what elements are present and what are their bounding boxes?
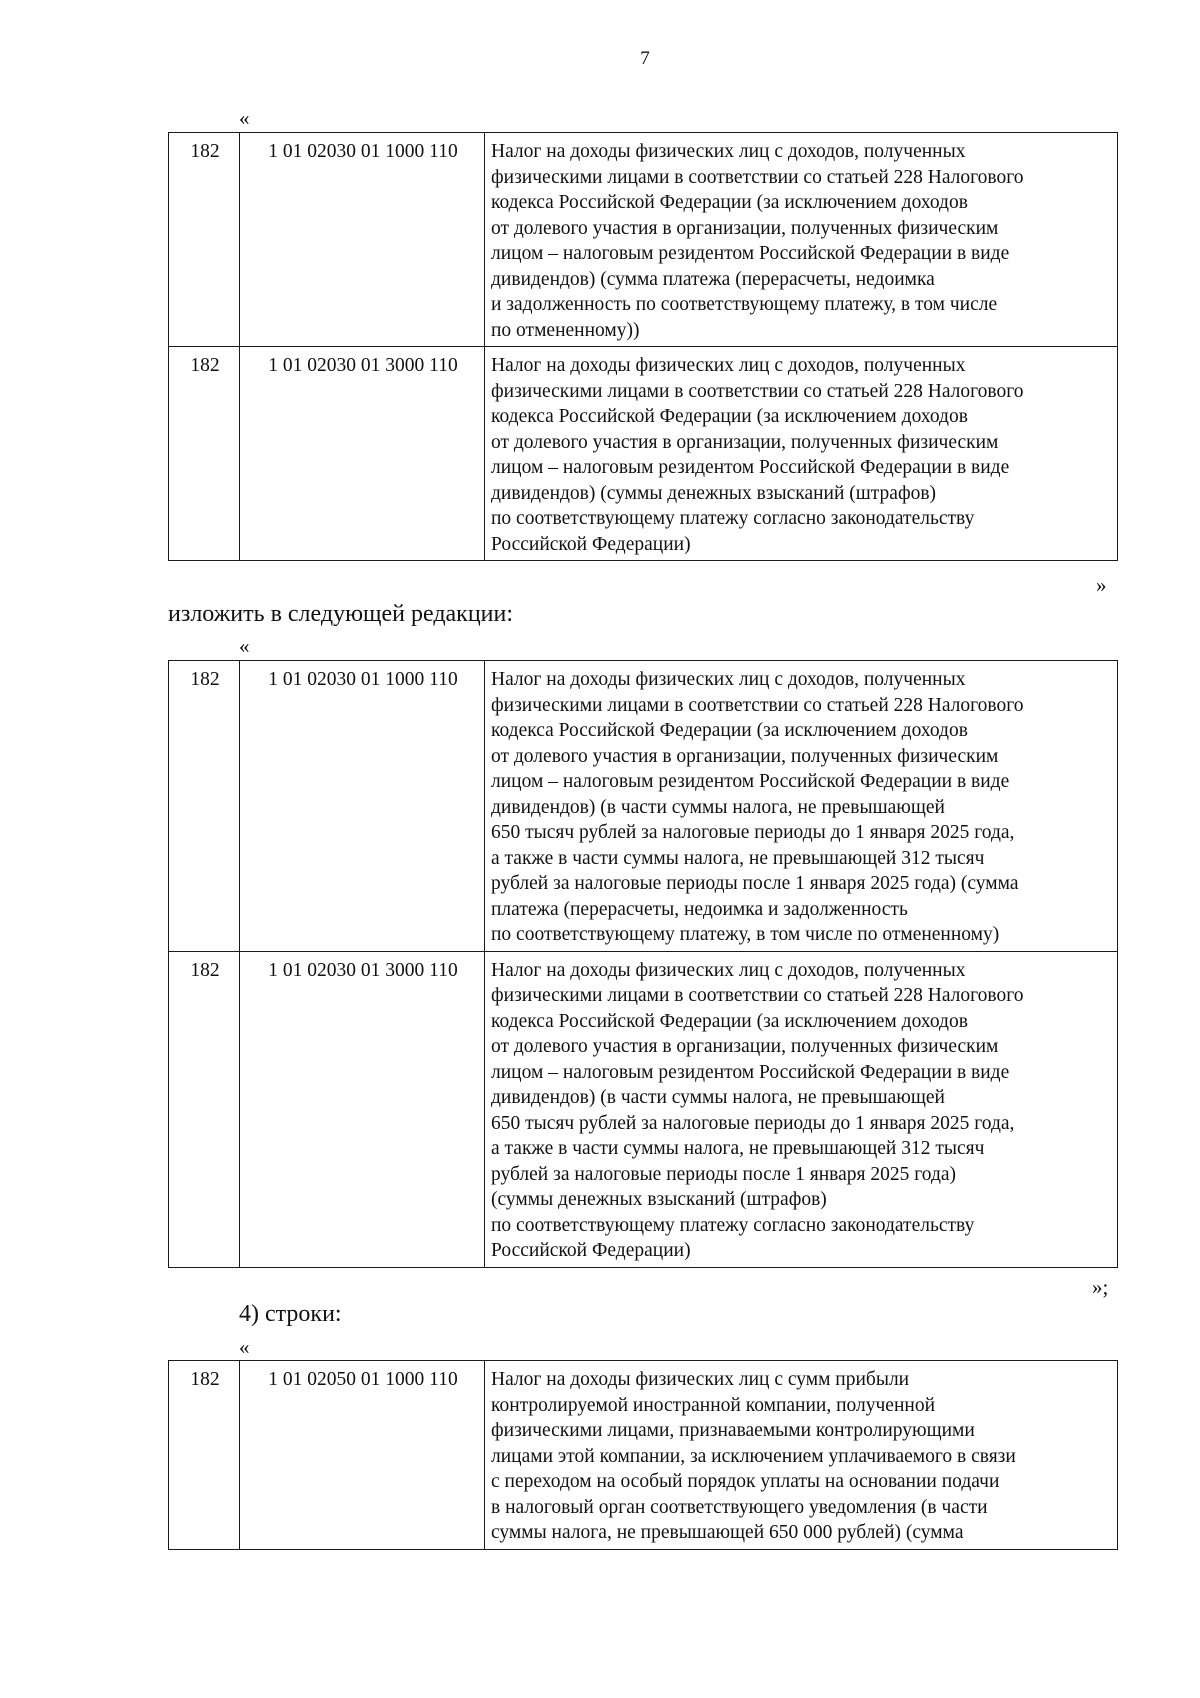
admin-code-cell: 182 <box>169 1361 240 1550</box>
admin-code-cell: 182 <box>169 133 240 347</box>
description-line: от долевого участия в организации, полученных физическим <box>491 1036 999 1057</box>
kbk-code-cell: 1 01 02050 01 1000 110 <box>240 1361 485 1550</box>
closing-quote-semicolon: »; <box>1092 1275 1109 1299</box>
description-line: лицом – налоговым резидентом Российской Федерации в виде <box>491 771 1010 792</box>
description-line: Налог на доходы физических лиц с доходов, полученных <box>491 355 966 376</box>
description-line: лицом – налоговым резидентом Российской Федерации в виде <box>491 457 1010 478</box>
description-line: рублей за налоговые периоды после 1 января 2025 года) (сумма <box>491 873 1019 894</box>
old-rows-table <box>168 132 1118 561</box>
description-cell <box>485 951 1118 1267</box>
kbk-code-cell: 1 01 02030 01 1000 110 <box>240 661 485 952</box>
description-cell <box>485 1361 1118 1550</box>
description-line: в налоговый орган соответствующего уведомления (в части <box>491 1496 988 1518</box>
description-line: и задолженность по соответствующему платежу, в том числе <box>491 294 998 315</box>
description-line: кодекса Российской Федерации (за исключением доходов <box>491 192 968 213</box>
description-line: дивидендов) (сумма платежа (перерасчеты, недоимка <box>491 268 935 290</box>
description-line: кодекса Российской Федерации (за исключением доходов <box>491 720 968 741</box>
table-row <box>169 1361 1118 1550</box>
description-line: кодекса Российской Федерации (за исключением доходов <box>491 1010 968 1032</box>
description-line: Российской Федерации) <box>491 1240 691 1261</box>
table-row <box>169 661 1118 952</box>
admin-code-cell: 182 <box>169 347 240 561</box>
kbk-code-cell: 1 01 02030 01 1000 110 <box>240 133 485 347</box>
table-row <box>169 951 1118 1267</box>
description-line: кодекса Российской Федерации (за исключением доходов <box>491 406 968 427</box>
rows-heading: 4) строки: <box>239 1301 342 1327</box>
table-row <box>169 133 1118 347</box>
replace-heading: изложить в следующей редакции: <box>168 601 514 627</box>
description-line: физическими лицами в соответствии со статьей 228 Налогового <box>491 166 1024 188</box>
opening-quote: « <box>239 106 250 130</box>
description-line: лицом – налоговым резидентом Российской Федерации в виде <box>491 243 1010 264</box>
description-cell <box>485 661 1118 952</box>
description-line: Налог на доходы физических лиц с доходов, полученных <box>491 959 966 981</box>
opening-quote: « <box>239 1335 250 1359</box>
description-line: от долевого участия в организации, полученных физическим <box>491 431 999 453</box>
admin-code-cell: 182 <box>169 951 240 1267</box>
description-line: (суммы денежных взысканий (штрафов) <box>491 1189 827 1210</box>
description-line: а также в части суммы налога, не превышающей 312 тысяч <box>491 1138 985 1159</box>
description-line: 650 тысяч рублей за налоговые периоды до 1 января 2025 года, <box>491 822 1015 843</box>
description-line: от долевого участия в организации, полученных физическим <box>491 745 999 767</box>
description-line: по соответствующему платежу согласно законодательству <box>491 508 975 529</box>
description-line: Налог на доходы физических лиц с доходов, полученных <box>491 141 966 162</box>
description-cell <box>485 347 1118 561</box>
description-line: лицами этой компании, за исключением уплачиваемого в связи <box>491 1445 1016 1467</box>
description-line: суммы налога, не превышающей 650 000 рублей) (сумма <box>491 1522 964 1543</box>
admin-code-cell: 182 <box>169 661 240 952</box>
description-line: с переходом на особый порядок уплаты на основании подачи <box>491 1471 1000 1492</box>
new-rows-table <box>168 660 1118 1268</box>
description-line: от долевого участия в организации, полученных физическим <box>491 217 999 239</box>
description-line: физическими лицами в соответствии со статьей 228 Налогового <box>491 380 1024 402</box>
opening-quote: « <box>239 634 250 658</box>
description-line: по соответствующему платежу согласно законодательству <box>491 1214 975 1236</box>
closing-quote: » <box>1096 573 1107 597</box>
rows4-table <box>168 1360 1118 1550</box>
description-line: рублей за налоговые периоды после 1 января 2025 года) <box>491 1163 957 1185</box>
kbk-code-cell: 1 01 02030 01 3000 110 <box>240 951 485 1267</box>
description-line: дивидендов) (суммы денежных взысканий (штрафов) <box>491 482 937 504</box>
page-number: 7 <box>640 48 650 69</box>
description-line: физическими лицами в соответствии со статьей 228 Налогового <box>491 985 1024 1006</box>
description-line: по соответствующему платежу, в том числе по отмененному) <box>491 924 1000 945</box>
description-line: лицом – налоговым резидентом Российской Федерации в виде <box>491 1061 1010 1083</box>
description-line: 650 тысяч рублей за налоговые периоды до 1 января 2025 года, <box>491 1112 1015 1134</box>
description-line: контролируемой иностранной компании, полученной <box>491 1394 936 1416</box>
description-line: дивидендов) (в части суммы налога, не превышающей <box>491 1087 945 1108</box>
description-line: дивидендов) (в части суммы налога, не превышающей <box>491 796 945 818</box>
description-line: Налог на доходы физических лиц с доходов, полученных <box>491 669 966 690</box>
description-cell <box>485 133 1118 347</box>
description-line: по отмененному)) <box>491 319 640 341</box>
description-line: платежа (перерасчеты, недоимка и задолженность <box>491 898 908 920</box>
description-line: а также в части суммы налога, не превышающей 312 тысяч <box>491 847 985 869</box>
description-line: Налог на доходы физических лиц с сумм прибыли <box>491 1369 910 1390</box>
description-line: физическими лицами в соответствии со статьей 228 Налогового <box>491 694 1024 716</box>
description-line: физическими лицами, признаваемыми контролирующими <box>491 1420 975 1441</box>
table-row <box>169 347 1118 561</box>
kbk-code-cell: 1 01 02030 01 3000 110 <box>240 347 485 561</box>
description-line: Российской Федерации) <box>491 533 691 555</box>
